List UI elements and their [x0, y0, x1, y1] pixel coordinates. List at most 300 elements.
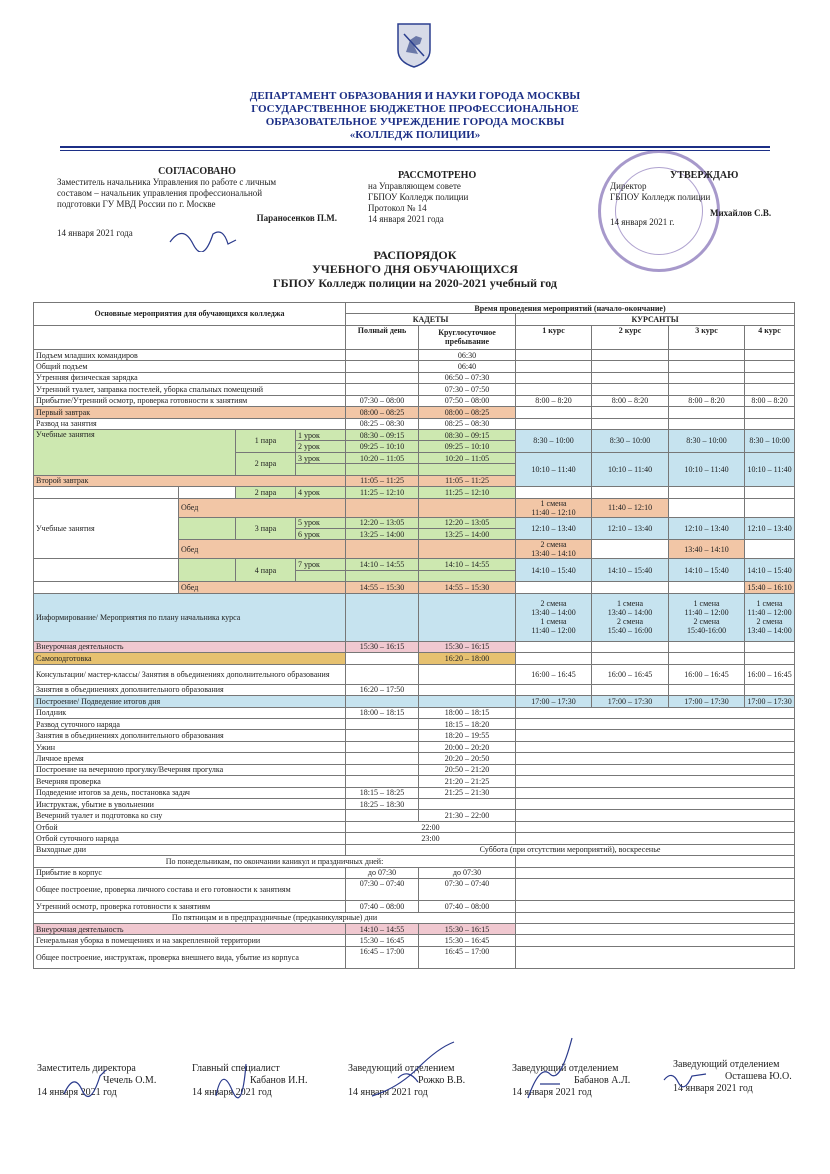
table-cell: 11:05 – 11:25: [419, 475, 516, 486]
table-cell: Прибытие/Утренний осмотр, проверка готовности к занятиям: [34, 395, 346, 406]
cell-text-line: 13:40 – 14:00: [607, 608, 653, 618]
table-cell: [592, 582, 669, 593]
table-cell: Подведение итогов за день, постановка задач: [34, 787, 346, 798]
table-cell: 10:20 – 11:05: [419, 452, 516, 463]
table-cell: [669, 582, 745, 593]
table-cell: [592, 487, 669, 498]
table-cell: 11:25 – 12:10: [419, 487, 516, 498]
table-cell: 4 урок: [296, 487, 346, 498]
table-cell: 15:30 – 16:15: [419, 923, 516, 934]
table-cell: [745, 361, 795, 372]
table-cell: 12:10 – 13:40: [745, 517, 795, 540]
table-header-row: [34, 325, 795, 349]
title-line: РАСПОРЯДОК: [373, 248, 457, 262]
table-cell: [592, 653, 669, 664]
table-cell: Второй завтрак: [34, 475, 346, 486]
table-cell: 20:00 – 20:20: [419, 741, 516, 752]
table-cell: [592, 349, 669, 360]
table-cell: Первый завтрак: [34, 407, 346, 418]
table-row: [34, 418, 795, 429]
table-cell: [516, 833, 795, 844]
organization-header: [150, 90, 680, 142]
table-cell: 17:00 – 17:30: [516, 696, 592, 707]
table-cell: [346, 361, 419, 372]
table-cell: [419, 696, 516, 707]
signature-mark: [662, 1066, 708, 1088]
table-cell: Прибытие в корпус: [34, 867, 346, 878]
table-cell: Учебные занятия: [34, 498, 179, 559]
table-cell: 15:40 – 16:10: [745, 582, 795, 593]
table-cell: 07:50 – 08:00: [419, 395, 516, 406]
table-cell: [346, 776, 419, 787]
reviewed-line: ГБПОУ Колледж полиции: [368, 192, 469, 202]
table-cell: [516, 582, 592, 593]
signature-date: 14 января 2021 год: [673, 1083, 753, 1094]
table-cell: [669, 641, 745, 652]
table-cell: 17:00 – 17:30: [745, 696, 795, 707]
table-cell: Утренняя физическая зарядка: [34, 372, 346, 383]
table-cell: [516, 799, 795, 810]
table-cell: Инструктаж, убытие в увольнении: [34, 799, 346, 810]
table-cell: 17:00 – 17:30: [592, 696, 669, 707]
table-cell: [592, 684, 669, 695]
table-cell: 14:55 – 15:30: [346, 582, 419, 593]
cell-text-line: 1 смена: [540, 617, 567, 627]
table-cell: Полдник: [34, 707, 346, 718]
table-cell: [179, 517, 236, 540]
table-cell: [296, 570, 346, 581]
table-cell: [346, 696, 419, 707]
table-cell: [592, 372, 669, 383]
table-cell: [516, 935, 795, 946]
reviewed-line: 14 января 2021 года: [368, 214, 444, 224]
signature-date: 14 января 2021 год: [348, 1087, 428, 1098]
table-cell: [516, 764, 795, 775]
table-row: [34, 696, 795, 707]
table-cell: [419, 498, 516, 517]
cell-text-line: 1 смена: [756, 599, 783, 609]
table-cell: 21:30 – 22:00: [419, 810, 516, 821]
reviewed-line: на Управляющем совете: [368, 181, 461, 191]
table-cell: [179, 487, 236, 498]
cell-text-line: 2 смена: [540, 540, 567, 550]
header-line: ДЕПАРТАМЕНТ ОБРАЗОВАНИЯ И НАУКИ ГОРОДА МОСКВЫ: [249, 90, 581, 102]
table-cell: [179, 559, 236, 582]
table-cell: 8:00 – 8:20: [669, 395, 745, 406]
table-cell: [346, 498, 419, 517]
cell-text-line: 13:40 – 14:00: [531, 608, 576, 618]
table-cell: 11:05 – 11:25: [346, 475, 419, 486]
table-cell: 16:45 – 17:00: [419, 946, 516, 968]
table-cell: Вечерний туалет и подготовка ко сну: [34, 810, 346, 821]
table-row: [34, 664, 795, 684]
signature-date: 14 января 2021 год: [192, 1087, 272, 1098]
table-cell: [516, 487, 592, 498]
table-cell: Утренний туалет, заправка постелей, уборка спальных помещений: [34, 384, 346, 395]
cell-text-line: 13:40 – 14:10: [531, 549, 576, 559]
reviewed-title: РАССМОТРЕНО: [398, 170, 477, 181]
table-cell: [419, 570, 516, 581]
approved-line: 14 января 2021 г.: [610, 217, 675, 227]
table-cell: [346, 384, 419, 395]
table-row: [34, 844, 795, 855]
table-header-row: [34, 303, 795, 314]
table-cell: Самоподготовка: [34, 653, 346, 664]
table-cell: 08:25 – 08:30: [346, 418, 419, 429]
table-cell: 13:25 – 14:00: [346, 529, 419, 540]
table-cell: 16:00 – 16:45: [669, 664, 745, 684]
table-row: [34, 349, 795, 360]
approved-line: Директор: [610, 181, 647, 191]
table-cell: [669, 349, 745, 360]
table-cell: 16:00 – 16:45: [592, 664, 669, 684]
table-cell: [592, 540, 669, 559]
table-cell: 1 урок: [296, 429, 346, 440]
signature-name: Чечель О.М.: [103, 1075, 157, 1086]
table-cell: [346, 664, 419, 684]
table-cell: 14:10 – 14:55: [346, 559, 419, 570]
table-row: [34, 407, 795, 418]
table-cell: 3 урок: [296, 452, 346, 463]
table-cell: [516, 856, 795, 867]
table-row: [34, 753, 795, 764]
table-cell: 14:10 – 14:55: [419, 559, 516, 570]
table-cell: [419, 664, 516, 684]
title-line: ГБПОУ Колледж полиции на 2020-2021 учебный год: [273, 276, 557, 290]
agreed-line: Заместитель начальника Управления по работе с личным: [57, 177, 277, 187]
table-cell: [516, 361, 592, 372]
table-cell: [419, 799, 516, 810]
table-cell: [516, 718, 795, 729]
signature-role: Заведующий отделением: [348, 1063, 455, 1074]
cell-text-line: 2 смена: [617, 617, 644, 627]
table-cell: [346, 570, 419, 581]
table-cell: Обед: [179, 498, 346, 517]
table-cell: [419, 540, 516, 559]
table-cell: [419, 593, 516, 641]
table-cell: 8:30 – 10:00: [516, 429, 592, 452]
table-cell: [669, 487, 745, 498]
table-cell: [516, 349, 592, 360]
table-cell: [34, 582, 179, 593]
table-row: [34, 741, 795, 752]
table-cell: 18:20 – 19:55: [419, 730, 516, 741]
table-cell: 18:25 – 18:30: [346, 799, 419, 810]
table-cell: 10:10 – 11:40: [592, 452, 669, 486]
table-cell: 1 пара: [236, 429, 296, 452]
table-cell: [516, 787, 795, 798]
table-cell: [516, 593, 592, 641]
table-cell: [745, 487, 795, 498]
table-cell: до 07:30: [346, 867, 419, 878]
table-cell: Личное время: [34, 753, 346, 764]
table-cell: 18:15 – 18:25: [346, 787, 419, 798]
table-cell: Общий подъем: [34, 361, 346, 372]
header-round-clock: Круглосуточное пребывание: [419, 325, 516, 349]
signature-role: Заместитель директора: [37, 1063, 136, 1074]
table-cell: 16:00 – 16:45: [745, 664, 795, 684]
table-cell: [669, 593, 745, 641]
table-row: [34, 684, 795, 695]
table-cell: Ужин: [34, 741, 346, 752]
table-cell: [346, 741, 419, 752]
signature-role: Заведующий отделением: [673, 1059, 780, 1070]
header-course-2: 2 курс: [592, 325, 669, 349]
header-main: Основные мероприятия для обучающихся колледжа: [34, 303, 346, 326]
header-time: Время проведения мероприятий (начало-окончание): [346, 303, 795, 314]
table-cell: 5 урок: [296, 517, 346, 528]
table-cell: 8:30 – 10:00: [669, 429, 745, 452]
table-cell: [516, 407, 592, 418]
table-cell: Генеральная уборка в помещениях и на закрепленной территории: [34, 935, 346, 946]
table-cell: 14:10 – 15:40: [516, 559, 592, 582]
cell-text-line: 11:40 – 12:00: [747, 608, 792, 618]
table-cell: По пятницам и в предпраздничные (предканикулярные) дни: [34, 912, 516, 923]
table-cell: [745, 407, 795, 418]
approved-title: УТВЕРЖДАЮ: [670, 170, 739, 181]
signature-name: Кабанов И.Н.: [250, 1075, 308, 1086]
table-cell: Развод на занятия: [34, 418, 346, 429]
table-row: [34, 559, 795, 570]
table-cell: 6 урок: [296, 529, 346, 540]
table-cell: 20:50 – 21:20: [419, 764, 516, 775]
table-cell: 8:00 – 8:20: [516, 395, 592, 406]
table-cell: 4 пара: [236, 559, 296, 582]
table-cell: [745, 498, 795, 517]
table-cell: [516, 730, 795, 741]
table-cell: [669, 498, 745, 517]
table-cell: 12:20 – 13:05: [419, 517, 516, 528]
table-cell: [745, 418, 795, 429]
table-cell: Обед: [179, 540, 346, 559]
table-cell: [516, 707, 795, 718]
table-cell: 14:10 – 15:40: [669, 559, 745, 582]
table-cell: [745, 653, 795, 664]
table-cell: 3 пара: [236, 517, 296, 540]
approved-block: [610, 170, 790, 228]
cell-text-line: 11:40 – 12:10: [531, 507, 576, 517]
table-cell: [516, 418, 592, 429]
table-cell: 08:00 – 08:25: [419, 407, 516, 418]
table-cell: Выходные дни: [34, 844, 346, 855]
table-cell: 7 урок: [296, 559, 346, 570]
table-cell: 8:00 – 8:20: [592, 395, 669, 406]
cell-text-line: 2 смена: [540, 599, 567, 609]
table-cell: [296, 464, 346, 475]
signature-mark: [368, 1038, 458, 1100]
table-cell: 13:40 – 14:10: [669, 540, 745, 559]
table-cell: [516, 879, 795, 901]
table-cell: [592, 384, 669, 395]
signature-name: Осташева Ю.О.: [725, 1071, 792, 1082]
cell-text-line: 15:40 – 16:00: [607, 626, 653, 636]
table-cell: 12:10 – 13:40: [592, 517, 669, 540]
table-cell: 06:40: [419, 361, 516, 372]
table-cell: [592, 418, 669, 429]
table-cell: [516, 946, 795, 968]
table-cell: 11:40 – 12:10: [592, 498, 669, 517]
table-cell: 14:10 – 14:55: [346, 923, 419, 934]
table-cell: 16:20 – 17:50: [346, 684, 419, 695]
table-cell: Построение/ Подведение итогов дня: [34, 696, 346, 707]
table-cell: Учебные занятия: [34, 429, 236, 475]
signature-role: Главный специалист: [192, 1063, 280, 1074]
table-row: [34, 901, 795, 912]
table-cell: [516, 753, 795, 764]
table-cell: [745, 641, 795, 652]
table-cell: 21:20 – 21:25: [419, 776, 516, 787]
table-cell: 12:10 – 13:40: [516, 517, 592, 540]
table-cell: 09:25 – 10:10: [346, 441, 419, 452]
table-cell: [516, 821, 795, 832]
table-cell: [346, 764, 419, 775]
table-cell: Суббота (при отсутствии мероприятий), воскресенье: [346, 844, 795, 855]
table-cell: 07:30 – 07:40: [346, 879, 419, 901]
table-cell: [745, 540, 795, 559]
document-title: [200, 248, 630, 290]
table-cell: 08:25 – 08:30: [419, 418, 516, 429]
table-cell: [745, 593, 795, 641]
table-row: [34, 372, 795, 383]
table-cell: 10:20 – 11:05: [346, 452, 419, 463]
table-cell: [669, 384, 745, 395]
table-cell: [516, 372, 592, 383]
table-cell: [34, 559, 179, 582]
signature-mark: [60, 1066, 110, 1100]
table-cell: 20:20 – 20:50: [419, 753, 516, 764]
table-row: [34, 764, 795, 775]
header-course-3: 3 курс: [669, 325, 745, 349]
reviewed-block: [368, 170, 538, 225]
table-cell: 23:00: [346, 833, 516, 844]
table-cell: [745, 372, 795, 383]
table-cell: [516, 901, 795, 912]
table-cell: 14:10 – 15:40: [592, 559, 669, 582]
table-cell: [592, 593, 669, 641]
table-row: [34, 799, 795, 810]
table-cell: [516, 912, 795, 923]
table-row: [34, 653, 795, 664]
signature-mark: [520, 1034, 580, 1102]
table-row: [34, 879, 795, 901]
table-cell: 2 пара: [236, 452, 296, 475]
table-cell: 8:00 – 8:20: [745, 395, 795, 406]
table-cell: [669, 653, 745, 664]
table-cell: [592, 641, 669, 652]
table-cell: 14:55 – 15:30: [419, 582, 516, 593]
table-cell: 18:15 – 18:20: [419, 718, 516, 729]
agreed-title: СОГЛАСОВАНО: [158, 166, 236, 177]
table-cell: [516, 867, 795, 878]
header-full-day: Полный день: [346, 325, 419, 349]
table-cell: [516, 540, 592, 559]
table-cell: 15:30 – 16:15: [346, 641, 419, 652]
table-cell: Вечерняя проверка: [34, 776, 346, 787]
table-cell: [346, 593, 419, 641]
table-cell: Общее построение, проверка личного состава и его готовности к занятиям: [34, 879, 346, 901]
table-cell: Занятия в объединениях дополнительного образования: [34, 730, 346, 741]
table-row: [34, 641, 795, 652]
table-cell: 12:20 – 13:05: [346, 517, 419, 528]
table-cell: 18:00 – 18:15: [346, 707, 419, 718]
table-cell: 07:40 – 08:00: [346, 901, 419, 912]
moscow-coat-of-arms-icon: [396, 22, 432, 68]
table-cell: Развод суточного наряда: [34, 718, 346, 729]
signature-name: Бабанов А.Л.: [574, 1075, 631, 1086]
cell-text-line: 1 смена: [693, 599, 720, 609]
table-row: [34, 718, 795, 729]
table-cell: [669, 418, 745, 429]
table-cell: [516, 384, 592, 395]
signature-date: 14 января 2021 год: [37, 1087, 117, 1098]
signature-role: Заведующий отделением: [512, 1063, 619, 1074]
table-cell: 07:40 – 08:00: [419, 901, 516, 912]
title-line: УЧЕБНОГО ДНЯ ОБУЧАЮЩИХСЯ: [312, 262, 518, 276]
table-cell: 07:30 – 08:00: [346, 395, 419, 406]
agreed-name: Параносенков П.М.: [256, 213, 337, 223]
table-cell: [516, 923, 795, 934]
header-line: «КОЛЛЕДЖ ПОЛИЦИИ»: [349, 129, 481, 141]
table-cell: 10:10 – 11:40: [669, 452, 745, 486]
cell-text-line: 1 смена: [540, 498, 567, 508]
table-row: [34, 730, 795, 741]
header-course-1: 1 курс: [516, 325, 592, 349]
table-cell: [669, 684, 745, 695]
table-row: [34, 833, 795, 844]
table-row: [34, 361, 795, 372]
table-cell: 15:30 – 16:45: [419, 935, 516, 946]
table-cell: Общее построение, инструктаж, проверка внешнего вида, убытие из корпуса: [34, 946, 346, 968]
table-row: [34, 776, 795, 787]
table-cell: 21:25 – 21:30: [419, 787, 516, 798]
table-cell: 15:30 – 16:45: [346, 935, 419, 946]
table-cell: 08:30 – 09:15: [419, 429, 516, 440]
table-cell: [516, 776, 795, 787]
table-cell: 2 пара: [236, 487, 296, 498]
table-cell: [346, 753, 419, 764]
cell-text-line: 15:40-16:00: [686, 626, 727, 636]
header-course-4: 4 курс: [745, 325, 795, 349]
table-cell: [516, 653, 592, 664]
table-cell: [592, 407, 669, 418]
table-cell: [346, 464, 419, 475]
table-row: [34, 856, 795, 867]
cell-text-line: 13:40 – 14:00: [747, 626, 792, 636]
table-cell: Консультации/ мастер-классы/ Занятия в объединениях дополнительного образования: [34, 664, 346, 684]
table-row: [34, 429, 795, 440]
table-cell: [419, 464, 516, 475]
table-cell: Утренний осмотр, проверка готовности к занятиям: [34, 901, 346, 912]
table-cell: [592, 361, 669, 372]
table-cell: 08:00 – 08:25: [346, 407, 419, 418]
table-cell: [669, 361, 745, 372]
table-cell: Построение на вечернюю прогулку/Вечерняя прогулка: [34, 764, 346, 775]
approved-line: ГБПОУ Колледж полиции: [610, 192, 711, 202]
table-cell: 22:00: [346, 821, 516, 832]
table-cell: [346, 349, 419, 360]
table-row: [34, 946, 795, 968]
cell-text-line: 11:40 – 12:00: [531, 626, 576, 636]
table-cell: 2 урок: [296, 441, 346, 452]
table-cell: 07:30 – 07:40: [419, 879, 516, 901]
table-row: [34, 487, 795, 498]
header-line: ГОСУДАРСТВЕННОЕ БЮДЖЕТНОЕ ПРОФЕССИОНАЛЬНОЕ: [251, 103, 579, 115]
table-cell: Обед: [179, 582, 346, 593]
table-cell: 13:25 – 14:00: [419, 529, 516, 540]
table-cell: до 07:30: [419, 867, 516, 878]
table-cell: [346, 718, 419, 729]
table-row: [34, 923, 795, 934]
